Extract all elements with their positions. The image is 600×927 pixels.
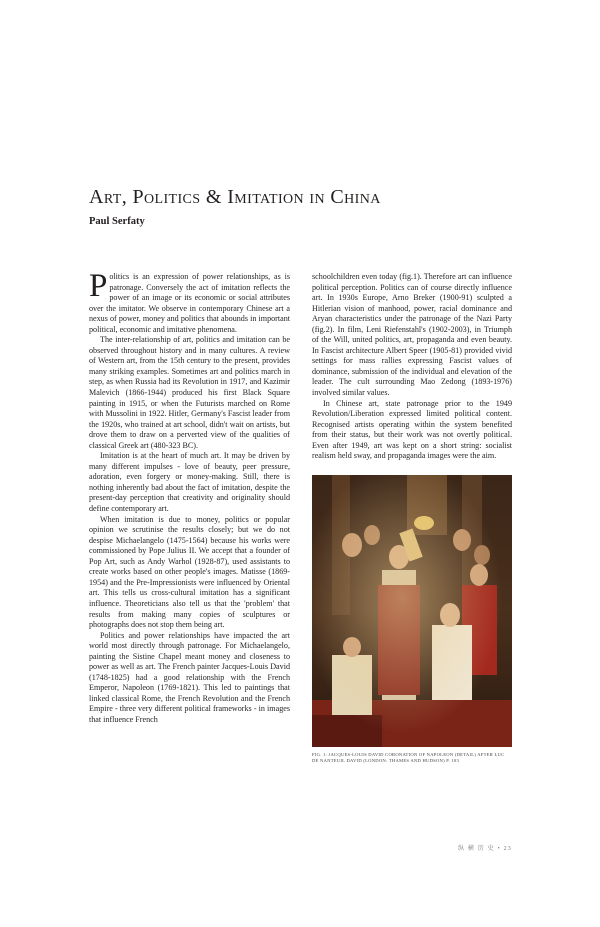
painting-illustration	[312, 475, 512, 747]
paragraph-3: Imitation is at the heart of much art. It may be driven by many different impulses - love of beauty, peer pressure, adoration, even forgery or money-making. Still, there is nothing inherently bad about the fact of imitation, despite the present-day perception that creativity and originality should define contemporary art.	[89, 451, 290, 514]
article-title: Art, Politics & Imitation in China	[89, 186, 381, 208]
figure-caption: FIG. 1: JACQUES-LOUIS DAVID CORONATION OF NAPOLEON (DETAIL) AFTER LUC DE NANTEUIL DAVID (LONDON: THAMES AND HUDSON) P. 103	[312, 752, 505, 764]
left-column	[89, 268, 290, 726]
paragraph-1	[89, 268, 290, 335]
right-column	[312, 272, 512, 462]
paragraph-5: Politics and power relationships have impacted the art world most directly through patronage. For Michaelangelo, painting the Sistine Chapel meant money and closeness to power as well as art. The French painter Jacques-Louis David (1748-1825) had a good relationship with the French Emperor, Napoleon (1769-1821). This led to paintings that linked classical Rome, the French Revolution and the French Empire - three very different political frameworks - in images that influence French	[89, 630, 290, 724]
page-folio: 纵 横 历 史 • 23	[457, 846, 512, 852]
paragraph-4: When imitation is due to money, politics or popular opinion we scrutinise the results closely; but we do not despise Michaelangelo (1475-1564) because his works were commissioned by Pope Julius II. We accept that a founder of Pop Art, such as Andy Warhol (1928-87), used assistants to create works based on other people's images. Matisse (1869-1954) and the Pre-Impressionists were influenced by Oriental art. This tells us cross-cultural imitation has a significant influence. Theoreticians also tell us that the 'problem' that results from making many copies of sculptures or photographs does not stop them being art.	[89, 514, 290, 630]
paragraph-7: In Chinese art, state patronage prior to the 1949 Revolution/Liberation expressed limited political content. Recognised artists operating within the system benefited from their status, but their work was not overtly political. Even after 1949, art was kept on a short string: socialist realism held sway, and propaganda images were the aim.	[312, 398, 512, 461]
paragraph-6: schoolchildren even today (fig.1). Therefore art can influence political perception. Politics can of course directly influence art. In 1930s Europe, Arno Breker (1900-91) sculpted a Hitlerian vision of manhood, power, racial dominance and Aryan characteristics under the patronage of the Nazi Party (fig.2). In film, Leni Riefenstahl's (1902-2003), in Triumph of the Will, united politics, art, propaganda and even beauty. In Fascist architecture Albert Speer (1905-81) provided vivid settings for mass rallies expressing Fascist values of dominance, submission of the individual and elevation of the leader. The cult surrounding Mao Zedong (1893-1976) involved similar values.	[312, 272, 512, 398]
paragraph-1-text: olitics is an expression of power relationships, as is patronage. Conversely the act of imitation reflects the power of an image or its economic or social attributes over the imitator. We observe in contemporary Chinese art a nexus of power, money and politics that abounds in important political, economic and imitative phenomena.	[89, 272, 290, 334]
coronation-painting-image	[312, 475, 512, 747]
author-name: Paul Serfaty	[89, 216, 145, 227]
paragraph-2: The inter-relationship of art, politics and imitation can be observed throughout history and in many cultures. A review of Western art, from the 15th century to the present, provides many striking examples. Sometimes art and politics march in step, as when Russia had its Revolution in 1917, and Kazimir Malevich (1866-1944) produced his first Black Square painting in 1915, or when the Futurists marched on Rome with Mussolini in 1922. Hitler, Germany's Fascist leader from the 1920s, who trained at art school, didn't wait on artists, but drove them to draw on a perverted view of the qualities of classical Greek art (480-323 BC).	[89, 335, 290, 450]
drop-cap: P	[89, 268, 108, 304]
